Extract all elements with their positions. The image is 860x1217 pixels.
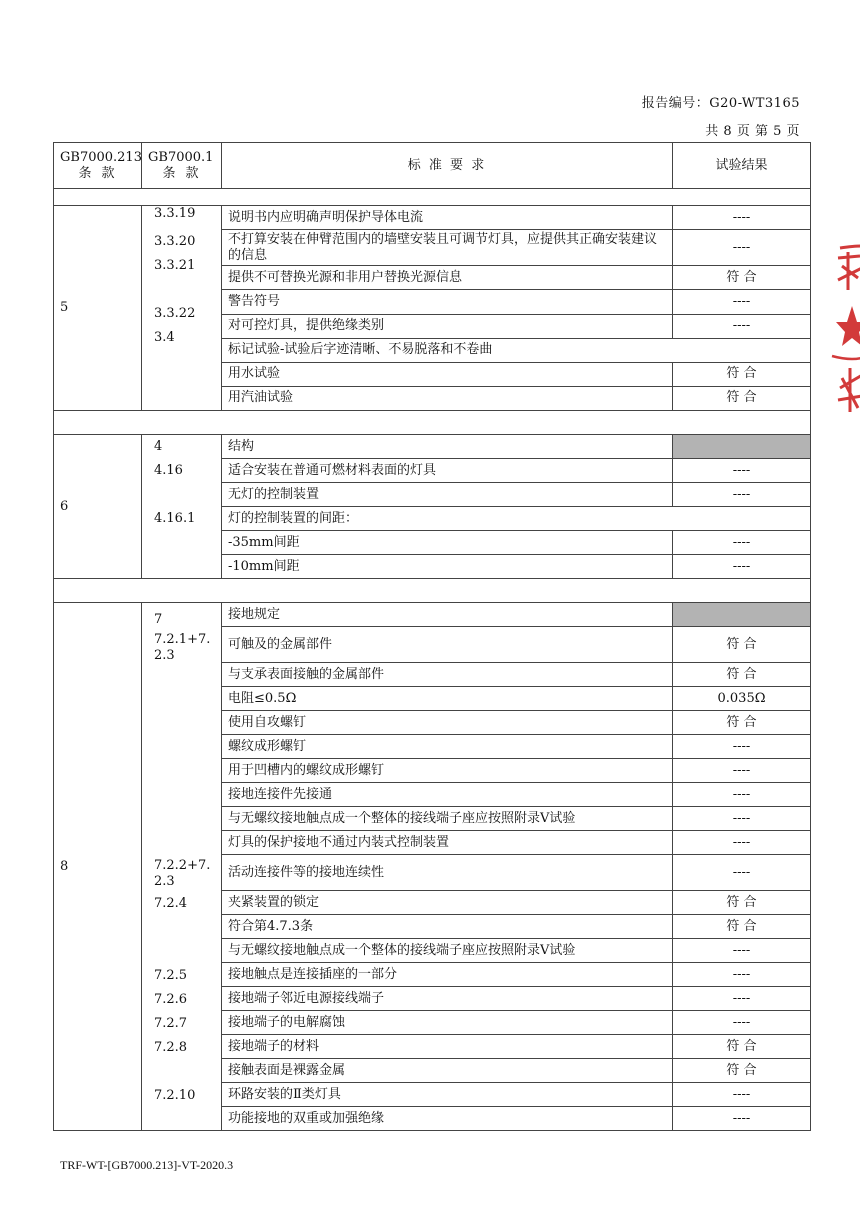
sub-clause-cell bbox=[142, 206, 222, 411]
col-header-result: 试验结果 bbox=[673, 143, 811, 189]
requirement-cell: 电阻≤0.5Ω bbox=[222, 687, 673, 711]
requirement-cell: 环路安装的Ⅱ类灯具 bbox=[222, 1083, 673, 1107]
sub-clause: 7.2.1+7.2.3 bbox=[154, 631, 211, 663]
result-cell: ---- bbox=[673, 963, 811, 987]
requirement-cell: 说明书内应明确声明保护导体电流 bbox=[222, 206, 673, 230]
requirement-cell: 夹紧装置的锁定 bbox=[222, 891, 673, 915]
result-cell: 符 合 bbox=[673, 1035, 811, 1059]
col-header-requirement: 标 准 要 求 bbox=[222, 143, 673, 189]
requirement-cell: 无灯的控制装置 bbox=[222, 483, 673, 507]
result-cell: 符 合 bbox=[673, 627, 811, 663]
result-cell: ---- bbox=[673, 1011, 811, 1035]
separator-row bbox=[54, 189, 811, 206]
sub-clause: 3.3.22 bbox=[154, 306, 196, 321]
sub-clause: 7.2.8 bbox=[154, 1039, 188, 1055]
sub-clause: 3.4 bbox=[154, 330, 175, 345]
result-cell: ---- bbox=[673, 831, 811, 855]
requirement-cell: 符合第4.7.3条 bbox=[222, 915, 673, 939]
requirement-cell: 接地连接件先接通 bbox=[222, 783, 673, 807]
requirement-cell: 接地端子邻近电源接线端子 bbox=[222, 987, 673, 1011]
requirement-cell: 用汽油试验 bbox=[222, 386, 673, 410]
result-cell: ---- bbox=[673, 1107, 811, 1131]
result-cell: 0.035Ω bbox=[673, 687, 811, 711]
requirement-cell: 结构 bbox=[222, 435, 673, 459]
sub-clause: 7.2.4 bbox=[154, 895, 188, 911]
requirement-cell: 接触表面是裸露金属 bbox=[222, 1059, 673, 1083]
requirement-cell: 提供不可替换光源和非用户替换光源信息 bbox=[222, 266, 673, 290]
clause-cell: 6 bbox=[54, 435, 142, 579]
requirement-cell: 灯具的保护接地不通过内装式控制装置 bbox=[222, 831, 673, 855]
col-header-standard: GB7000.1 bbox=[148, 149, 214, 165]
requirement-cell: 接地规定 bbox=[222, 603, 673, 627]
sub-clause: 7 bbox=[154, 611, 163, 627]
requirement-cell: 使用自攻螺钉 bbox=[222, 711, 673, 735]
sub-clause: 7.2.7 bbox=[154, 1015, 188, 1031]
requirement-cell: -10mm间距 bbox=[222, 555, 673, 579]
result-cell: 符 合 bbox=[673, 711, 811, 735]
sub-clause-cell bbox=[142, 435, 222, 579]
requirement-cell: 接地端子的电解腐蚀 bbox=[222, 1011, 673, 1035]
result-cell: 符 合 bbox=[673, 266, 811, 290]
table-row bbox=[54, 603, 811, 627]
result-cell: ---- bbox=[673, 555, 811, 579]
result-cell: 符 合 bbox=[673, 663, 811, 687]
page-info: 共 8 页 第 5 页 bbox=[705, 124, 800, 139]
result-cell: 符 合 bbox=[673, 1059, 811, 1083]
requirement-cell: 可触及的金属部件 bbox=[222, 627, 673, 663]
result-cell: 符 合 bbox=[673, 891, 811, 915]
result-cell: ---- bbox=[673, 483, 811, 507]
result-cell-shaded bbox=[673, 603, 811, 627]
red-seal-stamp bbox=[828, 238, 860, 418]
sub-clause: 3.3.20 bbox=[154, 234, 196, 249]
result-cell: ---- bbox=[673, 230, 811, 266]
standard-requirements-table bbox=[53, 142, 811, 1131]
requirement-cell: 用于凹槽内的螺纹成形螺钉 bbox=[222, 759, 673, 783]
col-header-clause: 条款 bbox=[162, 165, 209, 181]
result-cell: ---- bbox=[673, 531, 811, 555]
result-cell: ---- bbox=[673, 459, 811, 483]
result-cell: ---- bbox=[673, 314, 811, 338]
requirement-cell: -35mm间距 bbox=[222, 531, 673, 555]
result-cell: ---- bbox=[673, 855, 811, 891]
form-code-footer: TRF-WT-[GB7000.213]-VT-2020.3 bbox=[60, 1158, 234, 1172]
sub-clause: 3.3.21 bbox=[154, 258, 196, 273]
separator-row bbox=[54, 579, 811, 603]
table-row bbox=[54, 435, 811, 459]
result-cell: ---- bbox=[673, 1083, 811, 1107]
result-cell: ---- bbox=[673, 783, 811, 807]
result-cell: ---- bbox=[673, 987, 811, 1011]
result-cell-shaded bbox=[673, 435, 811, 459]
result-cell: ---- bbox=[673, 759, 811, 783]
sub-clause: 4 bbox=[154, 438, 163, 454]
result-cell: ---- bbox=[673, 735, 811, 759]
col-header-clause: 条款 bbox=[78, 165, 125, 181]
col-header-gb7000-1 bbox=[142, 143, 222, 189]
separator-row bbox=[54, 411, 811, 435]
requirement-cell: 螺纹成形螺钉 bbox=[222, 735, 673, 759]
requirement-cell: 适合安装在普通可燃材料表面的灯具 bbox=[222, 459, 673, 483]
requirement-cell: 灯的控制装置的间距： bbox=[222, 507, 811, 531]
result-cell: 符 合 bbox=[673, 915, 811, 939]
requirement-cell: 与无螺纹接地触点成一个整体的接线端子座应按照附录V试验 bbox=[222, 939, 673, 963]
requirement-cell: 活动连接件等的接地连续性 bbox=[222, 855, 673, 891]
requirement-cell: 不打算安装在伸臂范围内的墙壁安装且可调节灯具，应提供其正确安装建议的信息 bbox=[222, 230, 673, 266]
report-number: 报告编号：G20-WT3165 bbox=[641, 96, 800, 111]
sub-clause: 7.2.10 bbox=[154, 1087, 196, 1103]
clause-cell: 5 bbox=[54, 206, 142, 411]
sub-clause: 7.2.5 bbox=[154, 967, 188, 983]
table-row bbox=[54, 206, 811, 230]
result-cell: 符 合 bbox=[673, 386, 811, 410]
table-header-row bbox=[54, 143, 811, 189]
requirement-cell: 功能接地的双重或加强绝缘 bbox=[222, 1107, 673, 1131]
requirement-cell: 标记试验-试验后字迹清晰、不易脱落和不卷曲 bbox=[222, 338, 811, 362]
requirement-cell: 接地端子的材料 bbox=[222, 1035, 673, 1059]
result-cell: ---- bbox=[673, 939, 811, 963]
requirement-cell: 与支承表面接触的金属部件 bbox=[222, 663, 673, 687]
sub-clause-cell bbox=[142, 603, 222, 1131]
result-cell: 符 合 bbox=[673, 362, 811, 386]
col-header-gb7000-213 bbox=[54, 143, 142, 189]
col-header-standard: GB7000.213 bbox=[60, 149, 142, 165]
sub-clause: 7.2.6 bbox=[154, 991, 188, 1007]
requirement-cell: 用水试验 bbox=[222, 362, 673, 386]
sub-clause: 3.3.19 bbox=[154, 206, 196, 221]
sub-clause: 4.16 bbox=[154, 462, 183, 478]
result-cell: ---- bbox=[673, 807, 811, 831]
requirement-cell: 警告符号 bbox=[222, 290, 673, 314]
requirement-cell: 与无螺纹接地触点成一个整体的接线端子座应按照附录V试验 bbox=[222, 807, 673, 831]
sub-clause: 7.2.2+7.2.3 bbox=[154, 857, 211, 889]
result-cell: ---- bbox=[673, 290, 811, 314]
requirement-cell: 接地触点是连接插座的一部分 bbox=[222, 963, 673, 987]
result-cell: ---- bbox=[673, 206, 811, 230]
clause-cell: 8 bbox=[54, 603, 142, 1131]
sub-clause: 4.16.1 bbox=[154, 510, 196, 526]
requirement-cell: 对可控灯具，提供绝缘类别 bbox=[222, 314, 673, 338]
